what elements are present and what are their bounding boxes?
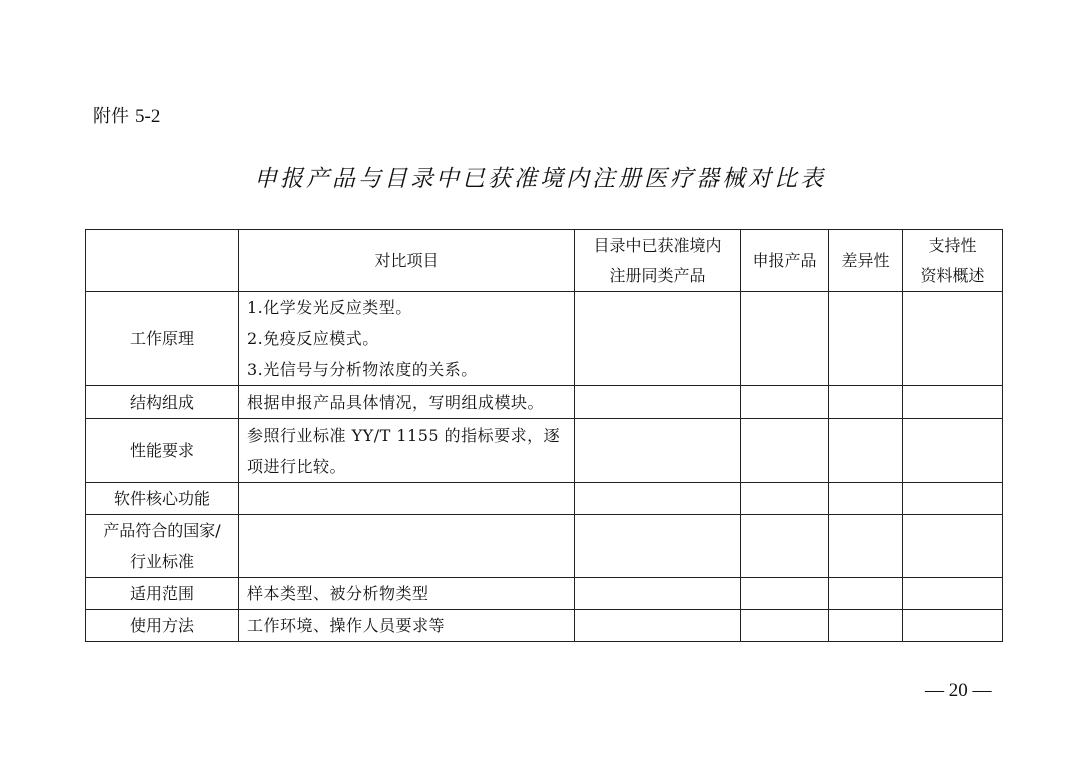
table-row bbox=[86, 610, 1003, 642]
row-label-line2: 行业标准 bbox=[129, 552, 194, 571]
row-content bbox=[239, 419, 575, 483]
cell-difference bbox=[829, 386, 903, 419]
row-label: 工作原理 bbox=[86, 292, 239, 386]
content-line: 1.化学发光反应类型。 bbox=[247, 298, 412, 317]
table-header-row bbox=[86, 230, 1003, 292]
cell-listed bbox=[575, 578, 741, 610]
header-support-summary bbox=[903, 230, 1003, 292]
row-label: 适用范围 bbox=[86, 578, 239, 610]
row-label: 性能要求 bbox=[86, 419, 239, 483]
cell-applicant bbox=[741, 515, 829, 578]
cell-support bbox=[903, 578, 1003, 610]
cell-applicant bbox=[741, 292, 829, 386]
cell-support bbox=[903, 483, 1003, 515]
row-label: 使用方法 bbox=[86, 610, 239, 642]
table-row bbox=[86, 419, 1003, 483]
header-listed-product bbox=[575, 230, 741, 292]
attachment-number: 5-2 bbox=[135, 106, 161, 127]
row-label: 软件核心功能 bbox=[86, 483, 239, 515]
header-listed-line1: 目录中已获准境内 bbox=[593, 235, 722, 255]
header-difference: 差异性 bbox=[829, 230, 903, 292]
cell-listed bbox=[575, 292, 741, 386]
cell-listed bbox=[575, 515, 741, 578]
cell-support bbox=[903, 515, 1003, 578]
table-row bbox=[86, 292, 1003, 386]
cell-listed bbox=[575, 610, 741, 642]
row-content bbox=[239, 515, 575, 578]
cell-support bbox=[903, 419, 1003, 483]
cell-applicant bbox=[741, 610, 829, 642]
row-content bbox=[239, 483, 575, 515]
cell-support bbox=[903, 610, 1003, 642]
cell-difference bbox=[829, 515, 903, 578]
table-row bbox=[86, 515, 1003, 578]
cell-difference bbox=[829, 292, 903, 386]
cell-difference bbox=[829, 419, 903, 483]
page-title: 申报产品与目录中已获准境内注册医疗器械对比表 bbox=[254, 166, 826, 192]
cell-difference bbox=[829, 610, 903, 642]
content-line: 项进行比较。 bbox=[247, 456, 347, 476]
table-row bbox=[86, 483, 1003, 515]
row-content bbox=[239, 386, 575, 419]
cell-difference bbox=[829, 483, 903, 515]
row-content bbox=[239, 578, 575, 610]
header-support-line2: 资料概述 bbox=[920, 265, 985, 285]
row-content bbox=[239, 292, 575, 386]
row-label: 结构组成 bbox=[86, 386, 239, 419]
content-line: 根据申报产品具体情况，写明组成模块。 bbox=[247, 392, 545, 412]
table-row bbox=[86, 578, 1003, 610]
cell-applicant bbox=[741, 419, 829, 483]
row-label-line1: 产品符合的国家/ bbox=[103, 521, 221, 540]
cell-applicant bbox=[741, 483, 829, 515]
header-applicant-product: 申报产品 bbox=[741, 230, 829, 292]
cell-difference bbox=[829, 578, 903, 610]
row-label bbox=[86, 515, 239, 578]
comparison-table bbox=[85, 229, 1003, 642]
cell-listed bbox=[575, 483, 741, 515]
header-support-line1: 支持性 bbox=[928, 235, 977, 255]
cell-applicant bbox=[741, 386, 829, 419]
header-blank bbox=[86, 230, 239, 292]
header-listed-line2: 注册同类产品 bbox=[609, 265, 706, 285]
header-item: 对比项目 bbox=[239, 230, 575, 292]
table-row bbox=[86, 386, 1003, 419]
cell-support bbox=[903, 386, 1003, 419]
cell-listed bbox=[575, 419, 741, 483]
attachment-label bbox=[93, 102, 160, 128]
attachment-word: 附件 bbox=[93, 106, 129, 127]
content-line: 3.光信号与分析物浓度的关系。 bbox=[247, 360, 478, 379]
cell-support bbox=[903, 292, 1003, 386]
page-number: — 20 — bbox=[925, 680, 992, 701]
row-content bbox=[239, 610, 575, 642]
content-line: 工作环境、操作人员要求等 bbox=[247, 616, 446, 635]
content-line: 样本类型、被分析物类型 bbox=[247, 584, 429, 603]
cell-listed bbox=[575, 386, 741, 419]
cell-applicant bbox=[741, 578, 829, 610]
content-line: 2.免疫反应模式。 bbox=[247, 329, 379, 348]
content-line: 参照行业标准 YY/T 1155 的指标要求，逐 bbox=[247, 425, 561, 445]
